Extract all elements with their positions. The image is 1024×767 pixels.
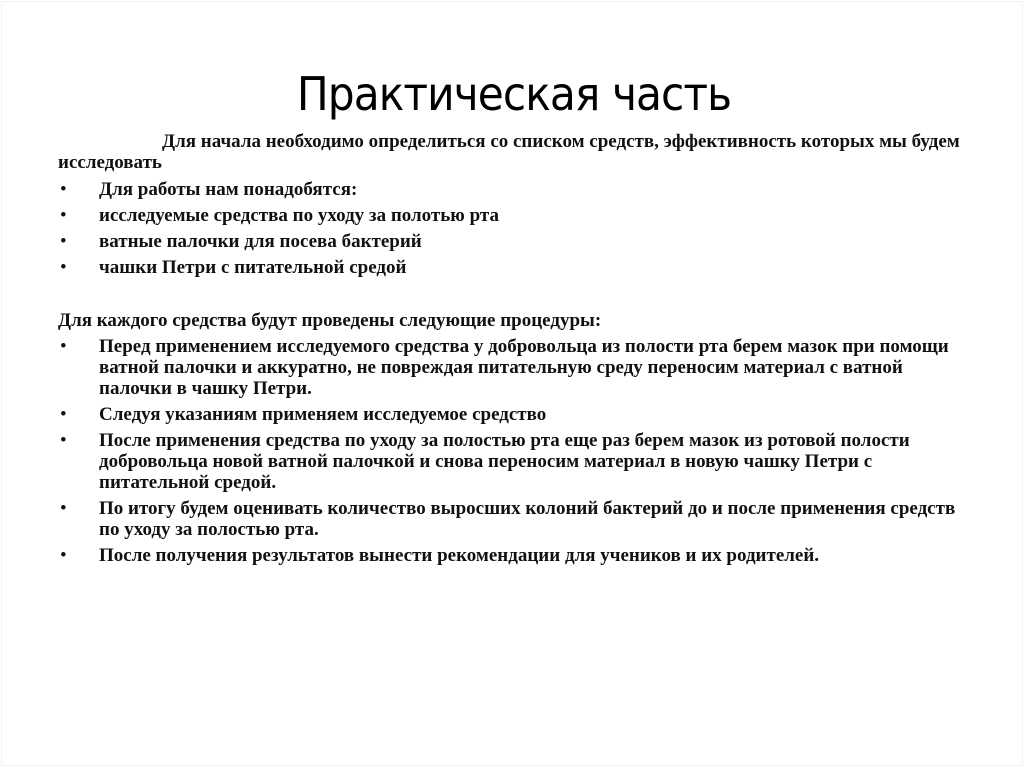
slide (1, 1, 1023, 766)
procedures-heading: Для каждого средства будут проведены следующие процедуры: (58, 310, 602, 331)
bullet-icon: • (60, 404, 67, 425)
spacer (58, 283, 978, 310)
bullet-icon: • (60, 545, 67, 566)
bullet-icon: • (60, 205, 67, 226)
bullet-icon: • (60, 336, 67, 357)
list-item: • Для работы нам понадобятся: (60, 179, 358, 200)
intro-paragraph: Для начала необходимо определиться со списком средств, эффективность которых мы будем исследовать (58, 131, 960, 173)
list-item: • После получения результатов вынести рекомендации для учеников и их родителей. (60, 545, 820, 566)
materials-list (58, 179, 978, 278)
bullet-icon: • (60, 179, 67, 200)
list-item: • чашки Петри с питательной средой (60, 257, 407, 278)
bullet-icon: • (60, 231, 67, 252)
list-item: • После применения средства по уходу за полостью рта еще раз берем мазок из ротовой полости добровольца новой ватной палочкой и снова переносим материал в новую чашку Петри с питательной средой. (60, 430, 910, 493)
bullet-icon: • (60, 430, 67, 451)
bullet-icon: • (60, 257, 67, 278)
bullet-icon: • (60, 498, 67, 519)
list-item: • По итогу будем оценивать количество выросших колоний бактерий до и после применения средств по уходу за полостью рта. (60, 498, 956, 540)
procedures-list (58, 336, 978, 566)
list-item: • Перед применением исследуемого средства у добровольца из полости рта берем мазок при помощи ватной палочки и аккуратно, не повреждая питательную среду переносим материал с ватной палочки в чашку Петри. (60, 336, 949, 399)
list-item: • ватные палочки для посева бактерий (60, 231, 422, 252)
slide-body (58, 131, 978, 571)
slide-title: Практическая часть (296, 67, 732, 121)
list-item: • Следуя указаниям применяем исследуемое средство (60, 404, 547, 425)
list-item: • исследуемые средства по уходу за полотью рта (60, 205, 499, 226)
